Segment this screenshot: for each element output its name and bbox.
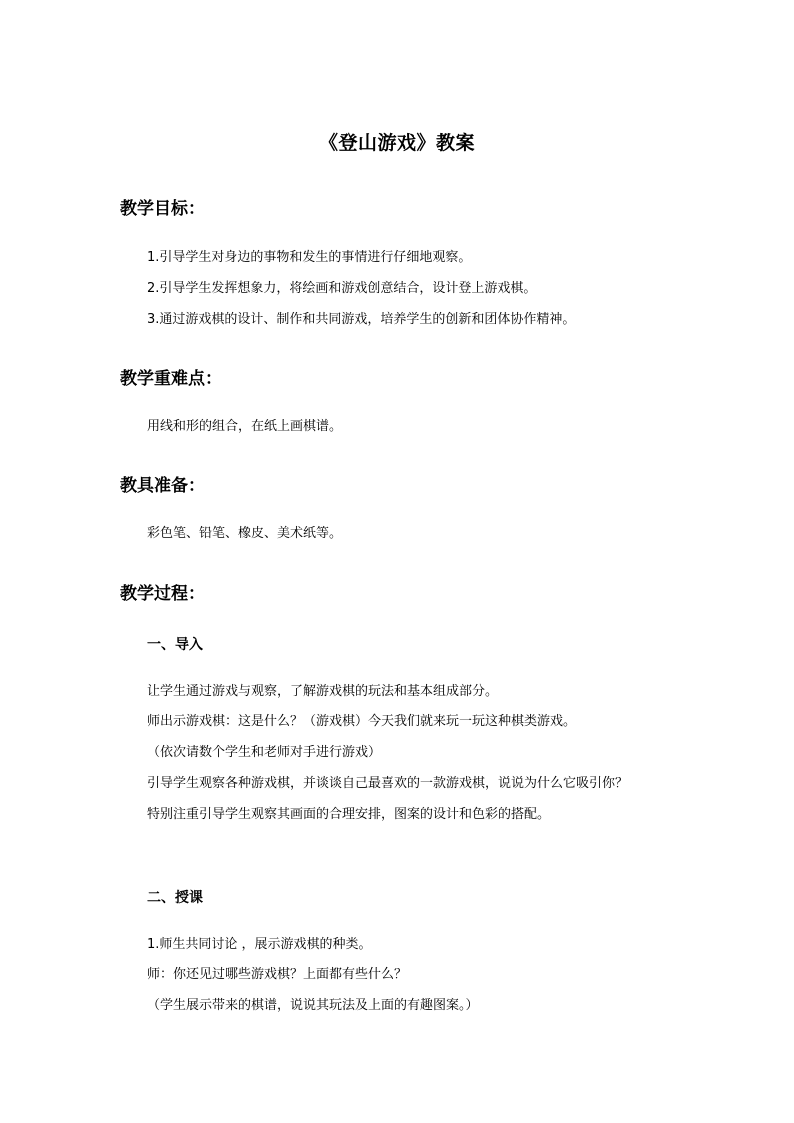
key-points-text: 用线和形的组合，在纸上画棋谱。: [147, 419, 343, 434]
objective-item: 3.通过游戏棋的设计、制作和共同游戏，培养学生的创新和团体协作精神。: [147, 312, 576, 327]
intro-line: （依次请数个学生和老师对手进行游戏）: [147, 745, 382, 760]
intro-line: 师出示游戏棋：这是什么？（游戏棋）今天我们就来玩一玩这种棋类游戏。: [147, 714, 577, 729]
teaching-line: 1.师生共同讨论 ，展示游戏棋的种类。: [147, 937, 372, 952]
teaching-line: （学生展示带来的棋谱，说说其玩法及上面的有趣图案。）: [147, 998, 479, 1013]
objective-item: 1.引导学生对身边的事物和发生的事情进行仔细地观察。: [147, 250, 472, 265]
key-points-heading: 教学重难点：: [120, 369, 222, 389]
objective-item: 2.引导学生发挥想象力，将绘画和游戏创意结合，设计登上游戏棋。: [147, 281, 537, 296]
intro-line: 让学生通过游戏与观察，了解游戏棋的玩法和基本组成部分。: [147, 684, 499, 699]
teaching-subheading: 二、授课: [147, 890, 203, 906]
materials-text: 彩色笔、铅笔、橡皮、美术纸等。: [147, 526, 343, 541]
intro-line: 特别注重引导学生观察其画面的合理安排，图案的设计和色彩的搭配。: [147, 807, 551, 822]
process-heading: 教学过程：: [120, 584, 205, 604]
document-title: 《登山游戏》教案: [318, 132, 475, 154]
objectives-heading: 教学目标：: [120, 199, 205, 219]
materials-heading: 教具准备：: [120, 476, 205, 496]
teaching-line: 师：你还见过哪些游戏棋？上面都有些什么？: [147, 967, 408, 982]
intro-subheading: 一、导入: [147, 637, 203, 653]
intro-line: 引导学生观察各种游戏棋，并谈谈自己最喜欢的一款游戏棋，说说为什么它吸引你？: [147, 776, 629, 791]
